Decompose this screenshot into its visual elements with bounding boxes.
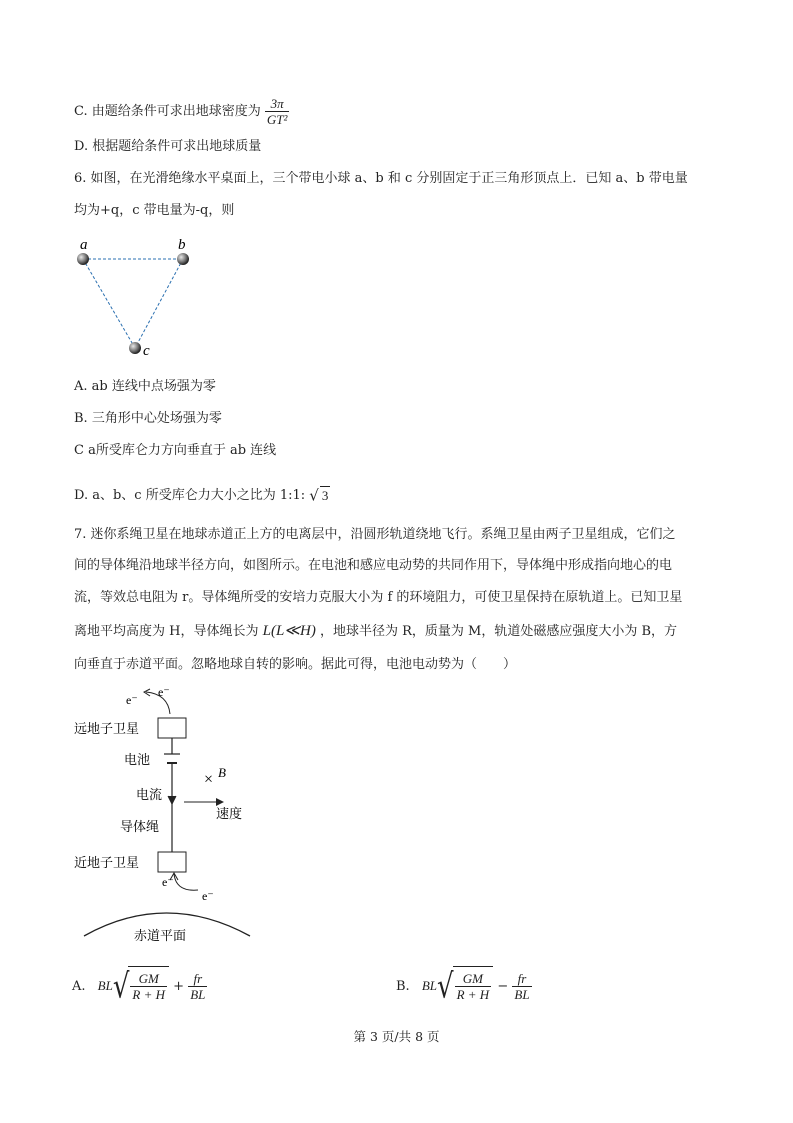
ball-a <box>77 253 89 265</box>
current-arrow-icon <box>168 796 176 804</box>
battery-label: 电池 <box>124 752 151 767</box>
label-a: a <box>80 237 88 253</box>
near-satellite-box <box>158 852 186 872</box>
current-label: 电流 <box>136 787 163 802</box>
edge-ac <box>83 259 135 348</box>
density-fraction <box>265 96 290 127</box>
triangle-figure <box>70 232 210 362</box>
electron-path-bottom <box>174 874 198 890</box>
field-cross-icon: × <box>204 771 214 788</box>
q7-option-a-label: A. <box>72 979 86 994</box>
tether-label: 导体绳 <box>120 819 160 834</box>
q7-b-operator: − <box>497 979 509 994</box>
q7-option-a: A. BL√ $\frac{GM}{R + H}$ + $\frac{fr}{BL}$ <box>72 967 206 1006</box>
q7-a-frac-den: BL <box>190 987 206 1002</box>
q7-stem-line5: 向垂直于赤道平面。忽略地球自转的影响。据此可得，电池电动势为（ ） <box>74 657 517 672</box>
q7-stem-line2: 间的导体绳沿地球半径方向，如图所示。在电池和感应电动势的共同作用下，导体绳中形成指向地心的电 <box>74 558 673 573</box>
q7-option-a-bl: BL <box>97 978 113 993</box>
ball-b <box>177 253 189 265</box>
velocity-arrow-icon <box>216 798 224 806</box>
q7-stem-line4 <box>74 622 677 641</box>
q7-a-sqrt-num: GM <box>130 971 167 987</box>
q7-line4-part1: 离地平均高度为 H，导体绳长为 <box>74 624 259 639</box>
q7-option-b-label: B. <box>396 979 410 994</box>
tether-satellite-figure <box>70 684 270 946</box>
velocity-label: 速度 <box>216 806 243 821</box>
option-d: D. 根据题给条件可求出地球质量 <box>74 139 262 154</box>
q6-option-c: C a所受库仑力方向垂直于 ab 连线 <box>74 443 277 458</box>
electron-top-right: e⁻ <box>158 685 170 699</box>
q6-option-a: A. ab 连线中点场强为零 <box>74 379 216 394</box>
far-satellite-box <box>158 718 186 738</box>
q7-option-b-bl: BL <box>421 978 437 993</box>
label-c: c <box>143 343 150 359</box>
q6-option-d-text: D. a、b、c 所受库仑力大小之比为 1:1: <box>74 488 306 503</box>
q7-line4-part2: ，地球半径为 R，质量为 M，轨道处磁感应强度大小为 B，方 <box>319 624 678 639</box>
electron-top-left: e⁻ <box>126 693 138 707</box>
option-c <box>74 96 289 127</box>
q6-stem-line2: 均为+q，c 带电量为-q，则 <box>74 203 235 218</box>
near-satellite-label: 近地子卫星 <box>74 855 140 870</box>
tether-length-math: L(L≪H) <box>262 623 316 639</box>
q6-stem-line1: 6. 如图，在光滑绝缘水平桌面上，三个带电小球 a、b 和 c 分别固定于正三角形顶点上．已知 a、b 带电量 <box>74 171 688 186</box>
label-b: b <box>178 237 186 253</box>
q7-option-b: B. BL√ $\frac{GM}{R + H}$ − $\frac{fr}{BL}$ <box>396 967 530 1006</box>
equator-label: 赤道平面 <box>134 928 187 943</box>
page-footer: 第 3 页/共 8 页 <box>353 1029 440 1044</box>
ball-c <box>129 342 141 354</box>
q7-b-sqrt-num: GM <box>455 971 492 987</box>
far-satellite-label: 远地子卫星 <box>74 721 140 736</box>
fraction-numerator: 3π <box>265 96 290 112</box>
q6-option-b: B. 三角形中心处场强为零 <box>74 411 222 426</box>
q7-a-operator: + <box>173 979 185 994</box>
edge-bc <box>135 259 183 348</box>
sqrt-three: 3 <box>321 488 329 503</box>
q7-a-sqrt-den: R + H <box>132 987 166 1002</box>
q7-stem-line1: 7. 迷你系绳卫星在地球赤道正上方的电离层中，沿圆形轨道绕地飞行。系绳卫星由两子卫星组成，它们之 <box>74 527 676 542</box>
option-c-text: C. 由题给条件可求出地球密度为 <box>74 104 261 119</box>
q7-b-sqrt-den: R + H <box>456 987 490 1002</box>
q7-a-frac-num: fr <box>188 971 207 987</box>
q7-b-frac-den: BL <box>514 987 530 1002</box>
q7-b-frac-num: fr <box>512 971 531 987</box>
fraction-denominator: GT² <box>266 112 288 127</box>
q7-stem-line3: 流，等效总电阻为 r。导体绳所受的安培力克服大小为 f 的环境阻力，可使卫星保持在原轨道上。已知卫星 <box>74 590 683 605</box>
electron-bottom-left: e⁻ <box>162 875 174 889</box>
electron-bottom-right: e⁻ <box>202 889 214 903</box>
field-label: B <box>218 765 226 780</box>
q6-option-d: D. a、b、c 所受库仑力大小之比为 1:1: √ 3 <box>74 486 329 505</box>
